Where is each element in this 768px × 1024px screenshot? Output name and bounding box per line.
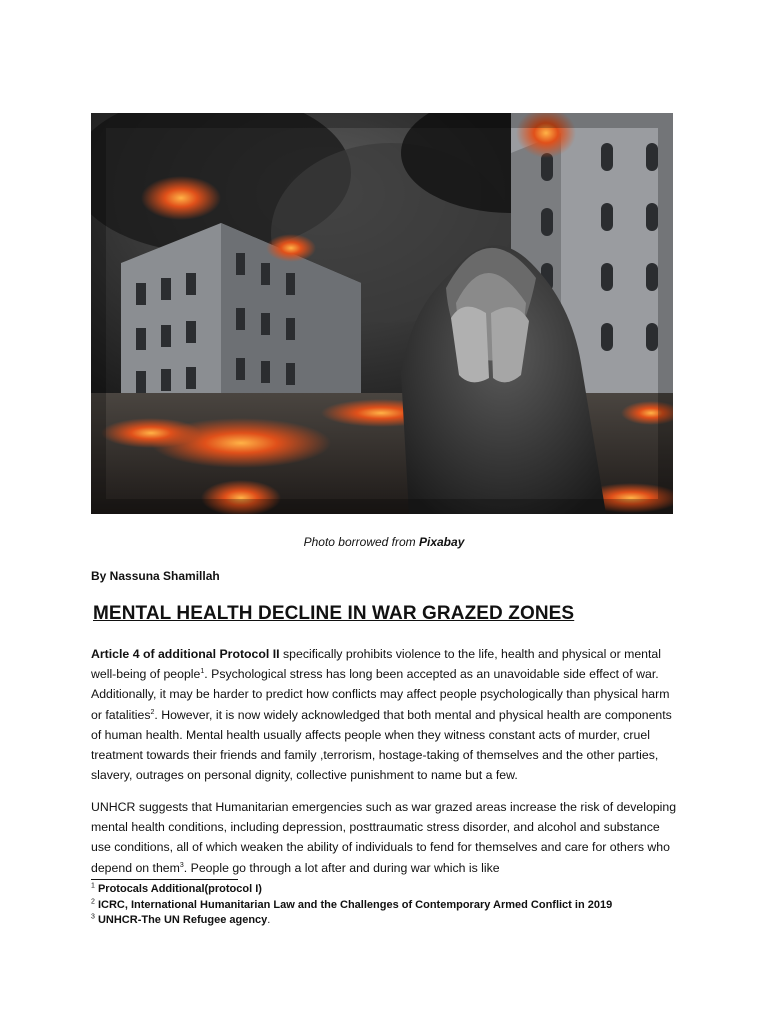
body-paragraph-2 [91,797,681,878]
caption-source: Pixabay [419,535,465,549]
footnote-item [91,898,612,914]
article-title: MENTAL HEALTH DECLINE IN WAR GRAZED ZONES [93,603,575,624]
paragraph-text: specifically prohibits violence to the life, health and physical or mental well-being of people [91,647,661,682]
footnote-item [91,882,612,898]
footnote-separator [91,879,238,880]
burning-city-image [91,113,673,514]
footnote-number: 3 [91,913,95,921]
body-paragraph-1 [91,644,681,785]
footnote-ref[interactable]: 3 [179,861,184,869]
caption-prefix: Photo borrowed from [303,535,419,549]
paragraph-text: UNHCR suggests that Humanitarian emergencies such as war grazed areas increase the risk of developing mental health conditions, including depression, posttraumatic stress disorder, and alcohol and substance use conditions, all of which weaken the ability of individuals to fend for themselves and care for others who depend on them [91,800,677,875]
paragraph-text: . However, it is now widely acknowledged that both mental and physical health are components of human health. Mental health usually affects people when they witness constant acts of murder, cruel treatment towards their friends and family ,terrorism, hostage-taking of themselves and the other parties, slavery, outrages on personal dignity, collective punishment to name but a few. [91,707,672,783]
footnote-text: ICRC, International Humanitarian Law and the Challenges of Contemporary Armed Conflict in 2019 [97,898,613,911]
paragraph-text: . Psychological stress has long been accepted as an unavoidable side effect of war. Additionally, it may be harder to predict how conflicts may affect people psychologically than physical harm or fatalities [91,667,670,722]
footnote-ref[interactable]: 1 [200,668,205,676]
paragraph-text: . People go through a lot after and during war which is like [183,860,500,875]
footnote-suffix: . [267,914,271,926]
footnotes [91,882,612,929]
footnote-item [91,913,612,929]
footnote-number: 2 [91,897,95,905]
footnote-ref[interactable]: 2 [150,708,155,716]
footnote-text: Protocals Additional(protocol I) [97,883,262,895]
footnote-text: UNHCR-The UN Refugee agency [97,914,268,926]
war-zone-photo [91,113,673,514]
photo-caption [0,535,768,549]
footnote-number: 1 [91,882,95,890]
author-byline: By Nassuna Shamillah [91,569,220,583]
paragraph-lead: Article 4 of additional Protocol II [91,647,280,661]
